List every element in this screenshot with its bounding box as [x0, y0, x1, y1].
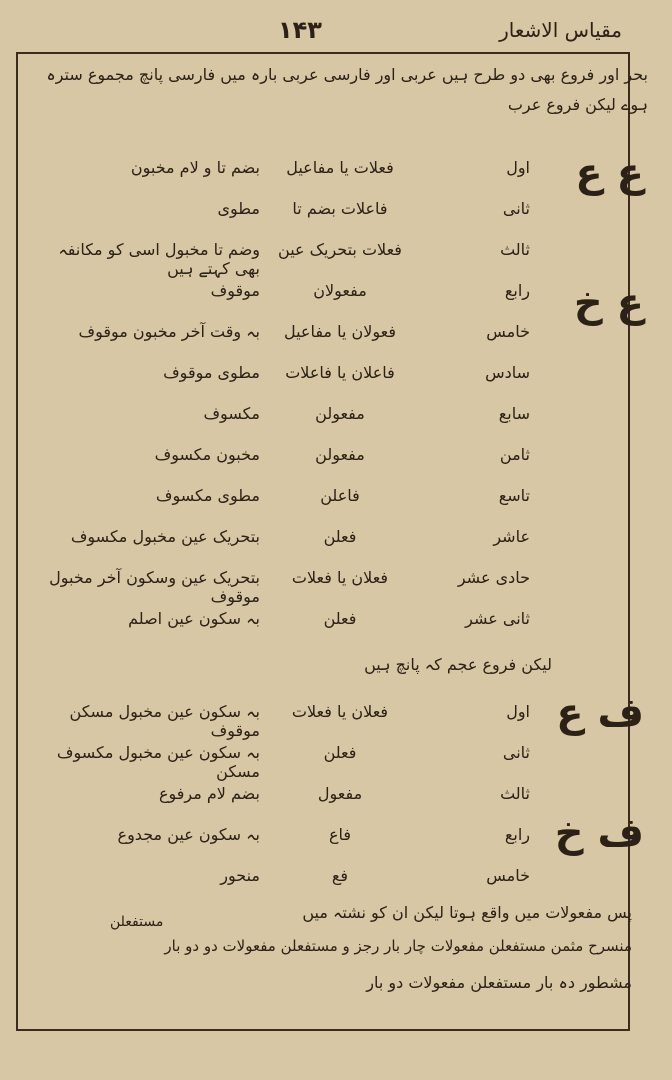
row-meter: مفعول: [317, 784, 363, 803]
row-meter: فاعلات بضم تا: [292, 199, 388, 218]
table-row: [40, 240, 600, 278]
table-row: [40, 363, 600, 401]
row-remark: بہ سکون عین مخبول مکسوف مسکن: [56, 743, 260, 781]
row-remark: منحور: [220, 866, 260, 885]
row-remark: مکسوف: [203, 404, 260, 423]
row-remark: مطوی: [217, 199, 260, 218]
row-meter: فعلات یا مفاعیل: [286, 158, 394, 177]
row-ordinal: ثامن: [499, 445, 530, 464]
table-row: [40, 702, 600, 740]
row-remark: بہ وقت آخر مخبون موقوف: [78, 322, 260, 341]
table-row: [40, 404, 600, 442]
row-meter: مفعولان: [313, 281, 367, 300]
row-ordinal: رابع: [504, 281, 530, 300]
row-ordinal: خامس: [486, 322, 530, 341]
footer-line-1: پس مفعولات میں واقع ہوتا لیکن ان کو نشتہ میں: [302, 903, 632, 922]
row-meter: فعلات بتحریک عین: [278, 240, 402, 259]
row-remark: بضم تا و لام مخبون: [130, 158, 260, 177]
row-ordinal: تاسع: [498, 486, 530, 505]
row-meter: فاعلان یا فاعلات: [285, 363, 395, 382]
row-ordinal: ثالث: [500, 240, 530, 259]
row-meter: فاع: [328, 825, 352, 844]
row-meter: فاعلن: [320, 486, 360, 505]
row-remark: مطوی مکسوف: [155, 486, 260, 505]
header: [18, 12, 630, 48]
table-row: [40, 486, 600, 524]
footer-line-2: منسرح مثمن مستفعلن مفعولات چار بار رجز و مستفعلن مفعولات دو دو بار: [164, 937, 632, 955]
row-remark: بضم لام مرفوع: [158, 784, 260, 803]
row-remark: بہ سکون عین مجدوع: [117, 825, 260, 844]
row-remark: بتحریک عین وسکون آخر مخبول موقوف: [49, 568, 260, 606]
footer-line-3: مشطور دہ بار مستفعلن مفعولات دو بار: [366, 973, 632, 992]
row-ordinal: ثانی: [502, 199, 530, 218]
marker-b1: ف ع: [556, 690, 644, 736]
row-ordinal: ثانی عشر: [465, 609, 530, 628]
row-ordinal: حادی عشر: [457, 568, 530, 587]
row-ordinal: عاشر: [493, 527, 530, 546]
row-meter: فع: [331, 866, 349, 885]
row-remark: وضم تا مخبول اسی کو مکانفہ بھی کہتے ہیں: [58, 240, 260, 278]
row-meter: فعلن: [323, 743, 357, 762]
row-ordinal: اول: [506, 702, 530, 721]
marker-b2: ف خ: [554, 810, 644, 856]
row-meter: فعلان یا فعلات: [291, 568, 389, 587]
row-ordinal: سابع: [498, 404, 530, 423]
marker-a2: ع خ: [573, 280, 644, 326]
row-remark: مطوی موقوف: [163, 363, 260, 382]
row-remark: موقوف: [210, 281, 260, 300]
table-row: [40, 445, 600, 483]
footer-note: مستفعلن: [110, 914, 164, 930]
row-ordinal: ثالث: [500, 784, 530, 803]
table-row: [40, 568, 600, 606]
row-meter: فعلن: [323, 527, 357, 546]
row-remark: بہ سکون عین مخبول مسکن موقوف: [69, 702, 260, 740]
table-row: [40, 609, 600, 647]
page-title: مقیاس الاشعار: [499, 18, 622, 42]
table-row: [40, 784, 600, 822]
row-meter: فعولان یا مفاعیل: [283, 322, 397, 341]
row-ordinal: ثانی: [502, 743, 530, 762]
row-ordinal: خامس: [486, 866, 530, 885]
table-row: [40, 825, 600, 863]
table-row: [40, 866, 600, 904]
intro-text: بحر اور فروع بھی دو طرح ہیں عربی اور فارسی عربی بارہ میں فارسی پانچ مجموع سترہ ہوے لیکن فروع عرب: [46, 65, 648, 114]
page-number: ۱۴۳: [278, 16, 322, 44]
table-row: [40, 199, 600, 237]
table-row: [40, 281, 600, 319]
marker-a1: ع ع: [575, 150, 644, 196]
row-meter: مفعولن: [315, 445, 365, 464]
table-row: [40, 322, 600, 360]
row-meter: فعلان یا فعلات: [291, 702, 389, 721]
table-row: [40, 527, 600, 565]
row-remark: بہ سکون عین اصلم: [128, 609, 260, 628]
ajam-heading: لیکن فروع عجم کہ پانچ ہیں: [364, 655, 552, 674]
row-meter: فعلن: [323, 609, 357, 628]
row-remark: مخبون مکسوف: [154, 445, 260, 464]
row-ordinal: اول: [506, 158, 530, 177]
row-ordinal: رابع: [504, 825, 530, 844]
table-row: [40, 743, 600, 781]
table-row: [40, 158, 600, 196]
row-ordinal: سادس: [485, 363, 530, 382]
row-meter: مفعولن: [315, 404, 365, 423]
row-remark: بتحریک عین مخبول مکسوف: [70, 527, 260, 546]
